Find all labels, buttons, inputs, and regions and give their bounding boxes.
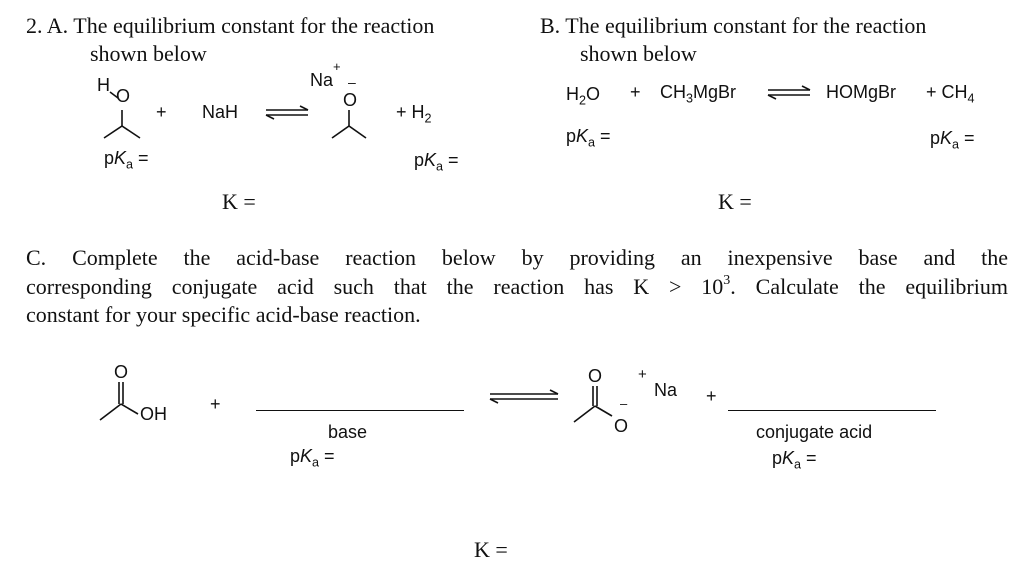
base-label: base: [328, 422, 368, 442]
pka-sub-a: a: [436, 159, 444, 174]
pka-left-a: [104, 148, 149, 172]
methane-product: [926, 82, 975, 106]
acid-carbonyl-o: O: [114, 362, 129, 382]
part-c-line3: constant for your specific acid-base reaction.: [26, 302, 421, 327]
question-number: [26, 12, 434, 40]
grignard-reagent: [660, 82, 737, 106]
sodium-charge: +: [333, 59, 341, 74]
methane-label: + CH: [926, 82, 968, 102]
sodium-cation-c: Na: [654, 380, 678, 400]
conjugate-acid-blank-line[interactable]: [728, 410, 936, 411]
water-reactant: [566, 84, 601, 108]
sodium-symbol: Na: [310, 70, 334, 90]
pka-left-b: [566, 126, 611, 150]
grignard-mgbr: MgBr: [693, 82, 737, 102]
part-c-line1: [26, 244, 1008, 273]
acetate-structure: [570, 384, 640, 434]
part-b-title-text: The equilibrium constant for the reaction: [565, 13, 927, 38]
pka-equals: =: [595, 126, 611, 146]
alkoxide-o-atom: O: [343, 90, 358, 110]
part-b-k-label: K =: [718, 189, 752, 214]
pka-equals: =: [959, 128, 975, 148]
alcohol-h-atom: H: [97, 75, 110, 95]
part-b-title-line2: shown below: [580, 41, 697, 66]
part-c-letter: C.: [26, 245, 47, 270]
pka-sub-a: a: [952, 137, 960, 152]
equilibrium-arrow-c: [488, 390, 562, 404]
part-c-k-label: K =: [474, 537, 508, 562]
part-a-title-line2: shown below: [90, 41, 207, 66]
pka-sub-a: a: [126, 157, 134, 172]
pka-p: p: [104, 148, 115, 168]
pka-p: p: [772, 448, 783, 468]
part-b-letter: B.: [540, 13, 561, 38]
sodium-charge-c: +: [638, 366, 647, 383]
pka-p: p: [414, 150, 425, 170]
part-a-title-line1: The equilibrium constant for the reaction: [73, 13, 435, 38]
h2-product: [396, 102, 432, 126]
part-c-line2: [26, 273, 1008, 302]
part-c-plus-2: +: [706, 386, 717, 406]
nah-reagent: NaH: [202, 102, 239, 122]
part-c-instructions: [26, 244, 1008, 330]
question-number-label: 2.: [26, 13, 43, 38]
pka-sub-a: a: [588, 135, 596, 150]
part-a-plus-1: +: [156, 102, 167, 122]
pka-conjugate-acid: [772, 448, 817, 472]
water-sub: 2: [579, 93, 587, 108]
pka-k: K: [940, 128, 953, 148]
part-c-exponent: 3: [723, 273, 731, 289]
pka-equals: =: [133, 148, 149, 168]
part-b-title-line1: [540, 12, 926, 40]
water-o: O: [586, 84, 601, 104]
pka-k: K: [300, 446, 313, 466]
acetate-anion-o: O: [614, 416, 629, 436]
equilibrium-arrow-b: [766, 86, 814, 100]
pka-p: p: [290, 446, 301, 466]
part-b-plus-1: +: [630, 82, 641, 102]
h2-label: + H: [396, 102, 425, 122]
part-c-line2-a: corresponding conjugate acid such that the reaction has K > 10: [26, 273, 724, 299]
pka-k: K: [576, 126, 589, 146]
equilibrium-arrow-a: [264, 106, 312, 120]
pka-equals: =: [443, 150, 459, 170]
part-c-plus-1: +: [210, 394, 221, 414]
pka-k: K: [114, 148, 127, 168]
homgbr-product: HOMgBr: [826, 82, 897, 102]
pka-right-b: [930, 128, 975, 152]
acetate-charge: –: [620, 396, 628, 411]
alcohol-o-atom: O: [116, 86, 131, 106]
conjugate-acid-label: conjugate acid: [756, 422, 873, 442]
part-c-line1-text: Complete the acid-base reaction below by providing an inexpensive base and the: [72, 245, 1009, 270]
base-blank-line[interactable]: [256, 410, 464, 411]
pka-right-a: [414, 150, 459, 174]
pka-k: K: [782, 448, 795, 468]
pka-p: p: [566, 126, 577, 146]
methane-sub: 4: [967, 91, 975, 106]
part-c-line2-b: . Calculate the equilibrium: [730, 273, 1008, 299]
part-a-k-label: K =: [222, 189, 256, 214]
acid-oh-group: OH: [140, 404, 167, 424]
pka-base: [290, 446, 335, 470]
pka-k: K: [424, 150, 437, 170]
isopropoxide-structure: [330, 108, 390, 158]
alkoxide-charge: –: [348, 74, 356, 90]
water-h: H: [566, 84, 579, 104]
grignard-sub: 3: [686, 91, 694, 106]
h2-subscript: 2: [424, 111, 432, 126]
part-a-letter: A.: [46, 13, 69, 38]
sodium-cation: [310, 59, 341, 91]
pka-equals: =: [801, 448, 817, 468]
pka-sub-a: a: [794, 457, 802, 472]
acetate-carbonyl-o: O: [588, 366, 603, 386]
pka-p: p: [930, 128, 941, 148]
pka-sub-a: a: [312, 455, 320, 470]
grignard-ch: CH: [660, 82, 686, 102]
pka-equals: =: [319, 446, 335, 466]
